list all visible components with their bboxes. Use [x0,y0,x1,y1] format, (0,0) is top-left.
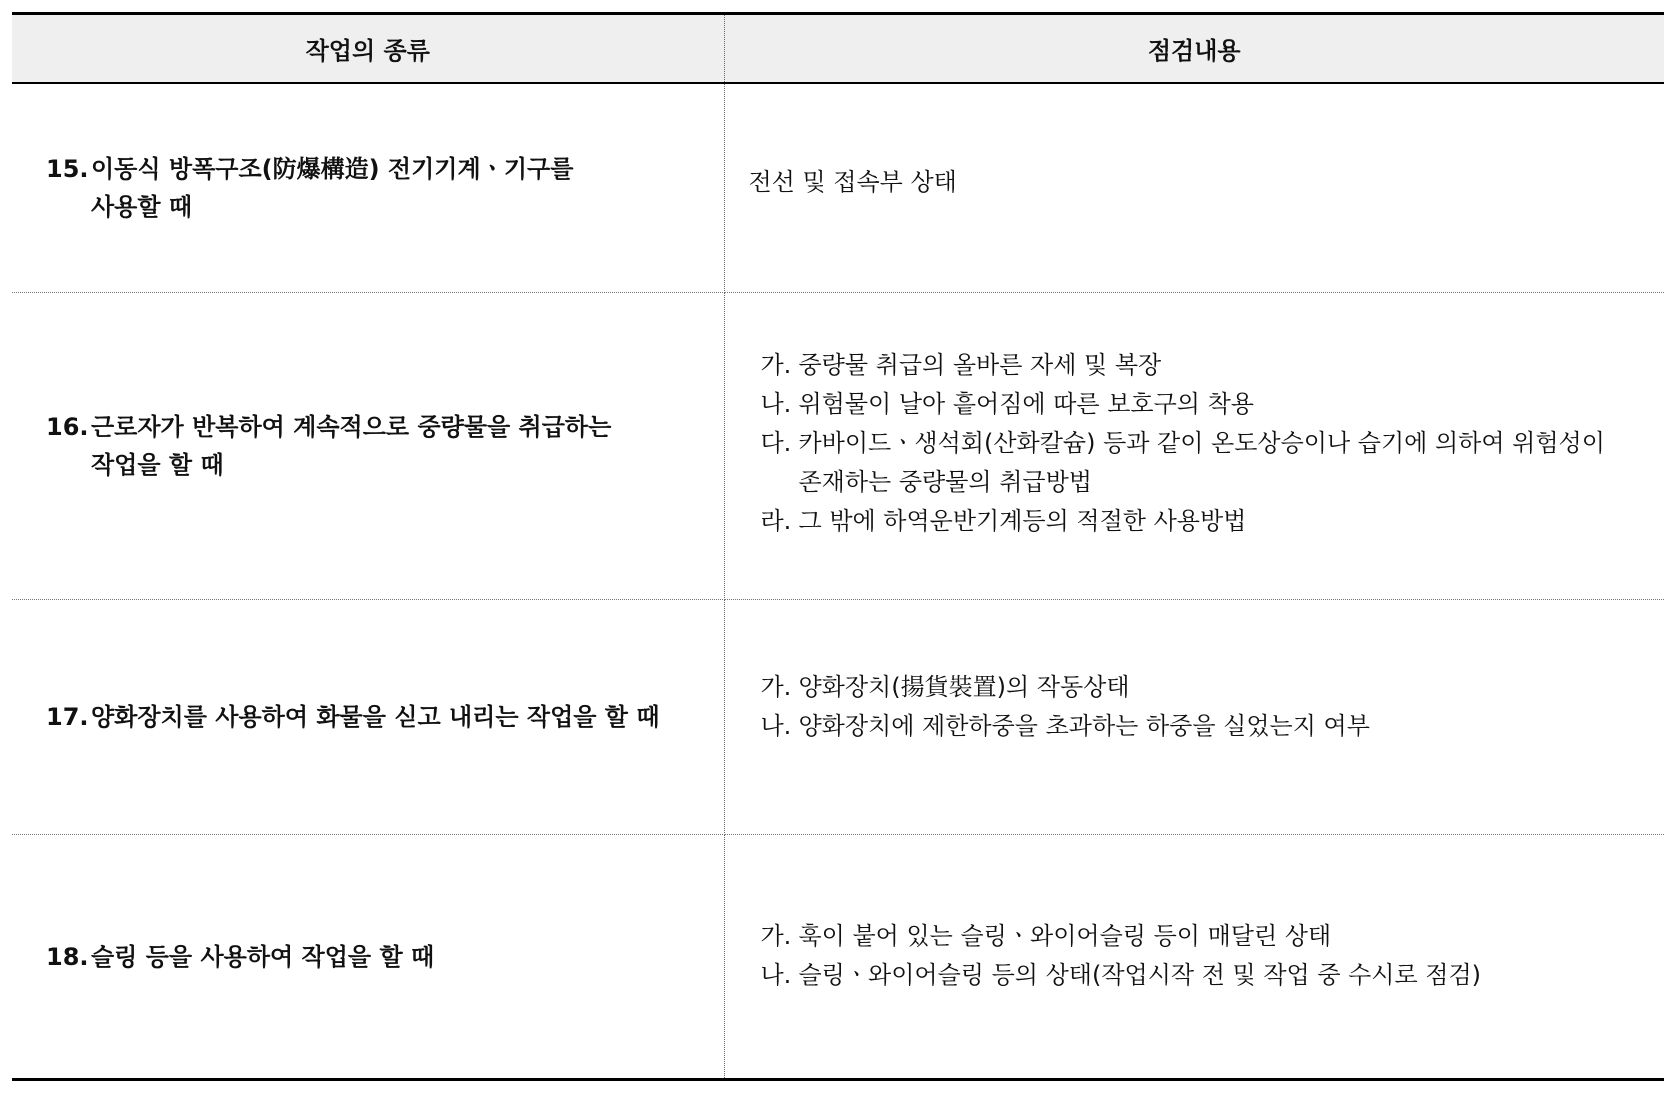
table-row [12,835,1664,1080]
item-marker: 다. [760,428,792,457]
item-marker: 라. [760,506,792,535]
item-marker: 나. [760,389,792,418]
item-text: 양화장치에 제한하중을 초과하는 하중을 실었는지 여부 [798,712,1370,740]
item-text: 위험물이 날아 흩어짐에 따른 보호구의 착용 [798,389,1254,418]
item-marker: 가. [760,921,792,950]
content-cell [724,83,1664,293]
task-cell [12,293,724,600]
item-marker: 가. [760,673,792,701]
list-item [761,707,1665,746]
item-marker: 가. [760,350,792,379]
task-text: 슬링 등을 사용하여 작업을 할 때 [91,942,435,971]
task-text-continued: 작업을 할 때 [91,451,224,479]
item-text: 그 밖에 하역운반기계등의 적절한 사용방법 [798,506,1247,535]
table-row [12,293,1664,600]
inspection-list [725,668,1665,746]
content-cell [724,835,1664,1080]
task-cell [12,83,724,293]
task-cell [12,835,724,1080]
list-item [761,502,1665,541]
task-text: 양화장치를 사용하여 화물을 싣고 내리는 작업을 할 때 [91,703,660,731]
header-inspection: 점검내용 [724,14,1664,84]
content-cell [724,293,1664,600]
task-number: 16. [46,413,89,441]
inspection-list [725,346,1665,541]
list-item [761,385,1665,424]
content-cell [724,600,1664,835]
table-row [12,83,1664,293]
inspection-item: 전선 및 접속부 상태 [748,168,957,196]
list-item [761,956,1665,995]
task-text: 근로자가 반복하여 계속적으로 중량물을 취급하는 [91,413,612,441]
item-text: 슬링ㆍ와이어슬링 등의 상태(작업시작 전 및 작업 중 수시로 점검) [798,960,1482,989]
item-text: 훅이 붙어 있는 슬링ㆍ와이어슬링 등이 매달린 상태 [798,921,1332,950]
list-item [761,917,1665,956]
task-number: 17. [46,703,89,731]
inspection-table [12,12,1664,1081]
task-number: 18. [46,942,89,971]
item-text: 카바이드ㆍ생석회(산화칼슘) 등과 같이 온도상승이나 습기에 의하여 위험성이 존재하는 중량물의 취급방법 [798,428,1605,496]
item-text: 양화장치(揚貨裝置)의 작동상태 [798,673,1130,701]
list-item [761,668,1665,707]
task-text-continued: 사용할 때 [91,193,193,221]
item-text: 중량물 취급의 올바른 자세 및 복장 [798,350,1162,379]
list-item [761,424,1665,502]
inspection-list [725,917,1665,995]
item-marker: 나. [760,712,792,740]
header-task-type: 작업의 종류 [12,14,724,84]
item-marker: 나. [760,960,792,989]
table-row [12,600,1664,835]
task-number: 15. [46,155,89,183]
list-item [761,346,1665,385]
task-text: 이동식 방폭구조(防爆構造) 전기기계ㆍ기구를 [91,155,574,183]
header-row [12,14,1664,84]
task-cell [12,600,724,835]
